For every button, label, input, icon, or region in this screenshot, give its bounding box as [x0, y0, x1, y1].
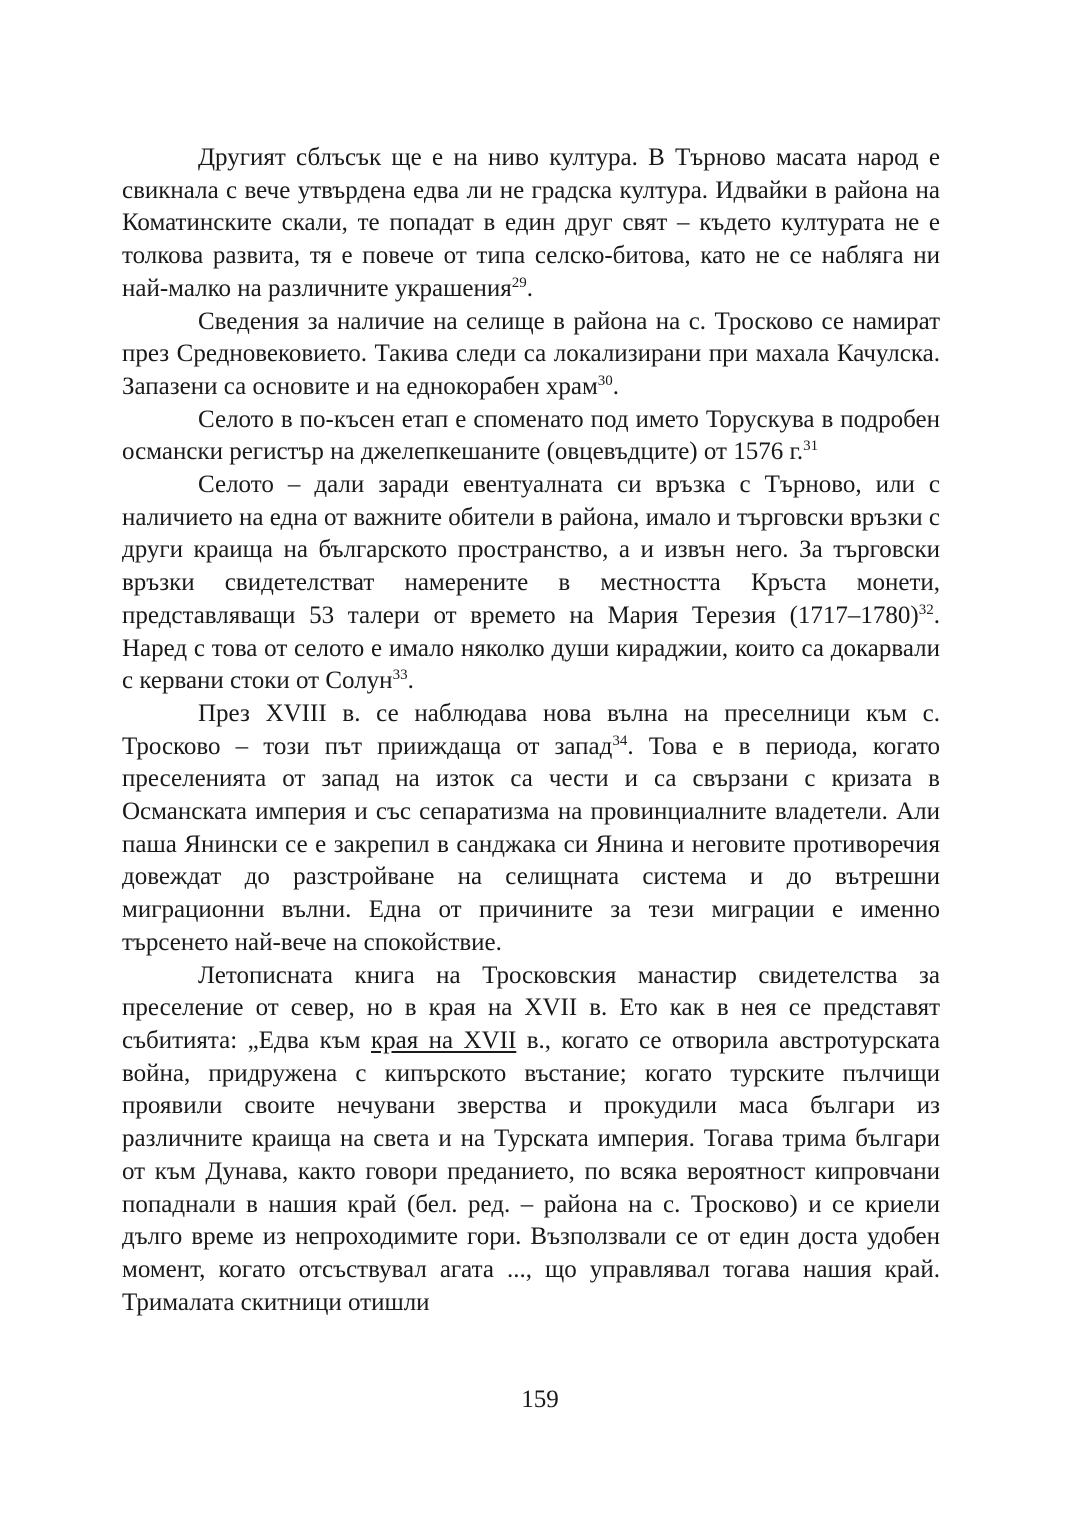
page-number: 159: [521, 1386, 559, 1413]
paragraph-text: в., когато се отворила австротурската война, придружена с кипърското въстание; когато турските пълчищи проявили своите нечувани зверства и прокудили маса българи из различните краища на света и на Турската империя. Тогава трима българи от към Дунава, както говори преданието, по всяка вероятност кипровчани попаднали в нашия край (бел. ред. – района на с. Тросково) и се криели дълго време из непроходимите гори. Възползвали се от един доста удобен момент, когато отсъствувал агата ..., що управлявал тогава нашия край. Трималата скитници отишли: [122, 1026, 940, 1316]
paragraph-text: Летописната книга на Тросковския манастир свидетелства за преселение от север, но в края на XVII в. Ето как в нея се представят събитията: „Едва към: [122, 961, 940, 1054]
paragraph-3: [122, 404, 940, 469]
paragraph-5: [122, 698, 940, 960]
paragraph-text: .: [407, 667, 414, 695]
footnote-ref: 32: [918, 601, 934, 618]
paragraph-1: [122, 142, 940, 306]
footnote-ref: 31: [803, 438, 819, 455]
paragraph-2: [122, 306, 940, 404]
paragraph-text: . Наред с това от селото е имало няколко души кираджии, които са докарвали с кервани стоки от Солун: [122, 601, 940, 695]
paragraph-text: Селото – дали заради евентуалната си връзка с Търново, или с наличието на една от важните обители в района, имало и търговски връзки с други краища на българското пространство, а и извън него. За търговски връзки свидетелстват намерените в местността Кръста монети, представляващи 53 талери от времето на Мария Терезия (1717–1780): [122, 471, 940, 629]
footnote-ref: 29: [511, 274, 527, 291]
footnote-ref: 30: [597, 372, 613, 389]
footnote-ref: 33: [392, 667, 408, 684]
paragraph-6: [122, 960, 940, 1320]
paragraph-text: Сведения за наличие на селище в района на с. Тросково се намират през Средновековието. Такива следи са локализирани при махала Качулска. Запазени са основите и на еднокорабен храм: [122, 307, 940, 400]
underlined-text: края на XVII: [370, 1026, 517, 1054]
body-text: [122, 142, 940, 1319]
paragraph-text: Другият сблъсък ще е на ниво култура. В Търново масата народ е свикнала с вече утвърдена едва ли не градска култура. Идвайки в района на Коматинските скали, те попадат в един друг свят – където културата не е толкова развита, тя е повече от типа селско-битова, като не се набляга ни най-малко на различните украшения: [122, 144, 940, 302]
paragraph-text: .: [526, 274, 533, 302]
paragraph-text: Селото в по-късен етап е споменато под името Торускува в подробен османски регистър на джелепкешаните (овцевъдците) от 1576 г.: [122, 405, 940, 466]
paragraph-4: [122, 469, 940, 698]
footnote-ref: 34: [612, 732, 628, 749]
paragraph-text: . Това е в периода, когато преселенията от запад на изток са чести и са свързани с кризата в Османската империя и със сепаратизма на провинциалните владетели. Али паша Янински се е закрепил в санджака си Янина и неговите противоречия довеждат до разстройване на селищната система и до вътрешни миграционни вълни. Една от причините за тези миграции е именно търсенето най-вече на спокойствие.: [122, 732, 940, 956]
paragraph-text: През XVIII в. се наблюдава нова вълна на преселници към с. Тросково – този път прииждаща от запад: [122, 699, 940, 760]
paragraph-text: .: [612, 372, 620, 400]
